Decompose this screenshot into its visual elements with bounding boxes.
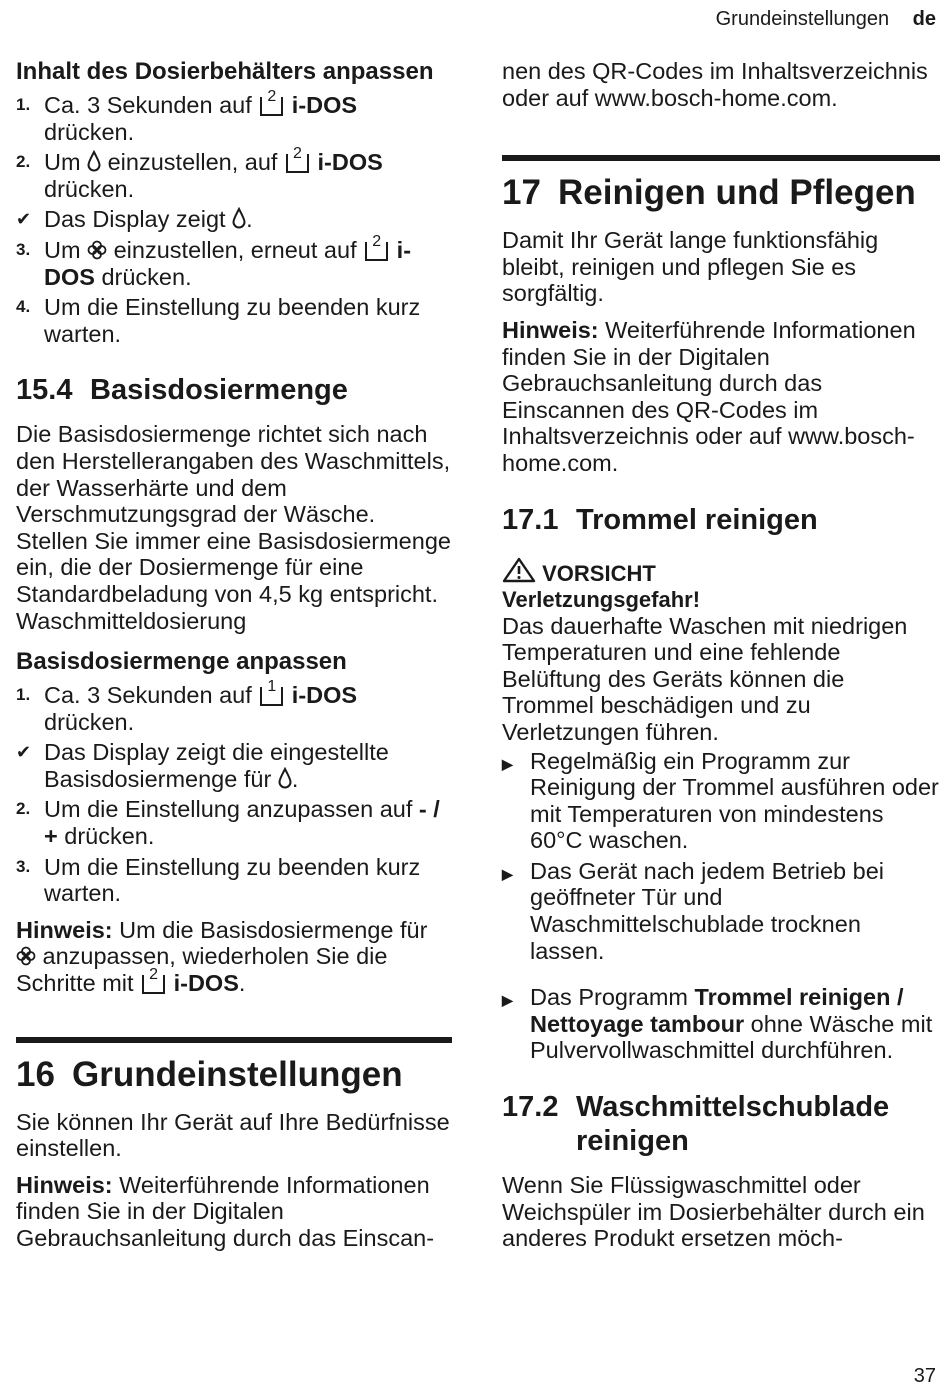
bullet-text: Das Programm — [530, 984, 695, 1011]
key-2-icon — [142, 966, 165, 994]
step-text: einzustellen, erneut auf — [107, 236, 364, 263]
result-display — [16, 206, 452, 233]
heading-title: Trommel reinigen — [576, 503, 818, 536]
key-number: 2 — [293, 145, 302, 163]
step-text: drücken. — [44, 175, 135, 202]
key-2-icon — [286, 145, 309, 173]
hint-paragraph — [16, 917, 452, 997]
drop-icon — [278, 767, 292, 789]
key-label: i-DOS — [291, 92, 358, 118]
hint-label: Hinweis: — [16, 1171, 113, 1198]
paragraph: Sie können Ihr Gerät auf Ihre Bedürfnisse einstellen. — [16, 1108, 450, 1162]
paragraph: Die Basisdosiermenge richtet sich nach den Herstellerangaben des Waschmittels, der Wasserhärte und dem Verschmutzungsgrad der Wäsche. — [16, 421, 451, 528]
key-2-icon — [260, 88, 283, 116]
warning-heading — [502, 557, 940, 587]
paragraph: Stellen Sie immer eine Basisdosiermenge ein, die der Dosiermenge für eine Standardbeladung von 4,5 kg entspricht. Waschmitteldosierung — [16, 527, 451, 634]
triangle-bullet-icon: ▶ — [502, 992, 513, 1009]
paragraph-continuation: nen des QR-Codes im Inhaltsverzeichnis oder auf www.bosch-home.com. — [502, 58, 928, 111]
step-marker: 2. — [16, 799, 31, 819]
key-label: i-DOS — [317, 149, 383, 176]
flower-icon — [16, 946, 36, 966]
paragraph: Wenn Sie Flüssigwaschmittel oder Weichspüler im Dosierbehälter durch ein anderes Produkt ersetzen möch- — [502, 1172, 925, 1252]
subheading-basisdosiermenge-anpassen: Basisdosiermenge anpassen — [16, 648, 347, 676]
bullet-text: Das Gerät nach jedem Betrieb bei geöffneter Tür und Waschmittelschublade trocknen lassen. — [530, 857, 884, 964]
step-marker: 3. — [16, 239, 31, 259]
program-name: Trommel reinigen / Nettoyage tambour — [530, 984, 904, 1037]
key-1-icon — [260, 678, 283, 706]
header-section-title: Grundeinstellungen — [715, 8, 890, 30]
hint-text: anzupassen, wiederholen Sie die Schritte mit — [16, 943, 388, 997]
paragraph: Damit Ihr Gerät lange funktionsfähig bleibt, reinigen und pflegen Sie es sorgfältig. — [502, 227, 879, 307]
drop-icon — [87, 150, 101, 172]
bullet-text: Regelmäßig ein Programm zur Reinigung der Trommel ausführen oder mit Temperaturen von mindestens 60°C waschen. — [530, 747, 939, 854]
heading-17-2 — [502, 1090, 940, 1158]
step-text: Ca. 3 Sekunden auf — [44, 92, 259, 118]
running-header — [716, 8, 936, 31]
key-number: 2 — [149, 966, 159, 984]
step-text: Um die Einstellung anzupassen auf — [44, 796, 419, 823]
key-number: 2 — [372, 232, 382, 250]
right-column — [502, 58, 940, 1252]
step-4 — [16, 294, 452, 347]
hint-label: Hinweis: — [16, 916, 113, 943]
left-column — [16, 58, 452, 1252]
check-icon: ✔ — [16, 209, 32, 230]
hint-text: . — [238, 970, 246, 997]
heading-number: 17 — [502, 173, 541, 213]
step-text: Um — [44, 236, 88, 263]
step-text: Um die Einstellung zu beenden kurz warten. — [44, 294, 421, 347]
step-text: Um — [44, 149, 88, 176]
heading-16 — [16, 1037, 452, 1095]
step-text: Das Display zeigt die eingestellte Basisdosiermenge für — [44, 739, 389, 792]
step-marker: 1. — [16, 95, 31, 114]
check-icon: ✔ — [16, 742, 32, 763]
step-marker: 3. — [16, 856, 31, 876]
step-marker: 1. — [16, 685, 31, 705]
flower-icon — [87, 240, 107, 260]
result-display — [16, 739, 452, 792]
bullet-item — [502, 858, 940, 964]
step-text: drücken. — [44, 118, 135, 145]
triangle-bullet-icon: ▶ — [502, 865, 513, 882]
heading-title: Basisdosiermenge — [90, 374, 348, 407]
step-text: Ca. 3 Sekunden auf — [44, 682, 259, 709]
hint-text: Um die Basisdosiermenge für — [112, 916, 428, 943]
bullet-item — [502, 748, 940, 854]
hint-paragraph — [502, 317, 940, 477]
heading-17 — [502, 155, 940, 213]
warning-text: Das dauerhafte Waschen mit niedrigen Temperaturen und eine fehlende Belüftung des Geräts können die Trommel beschädigen und zu Verletzungen führen. — [502, 612, 908, 745]
hint-text: Weiterführende Informationen finden Sie in der Digitalen Gebrauchsanleitung durch das Einscan- — [16, 1171, 435, 1251]
heading-title: Reinigen und Pflegen — [558, 173, 916, 213]
page-number: 37 — [913, 1365, 936, 1387]
key-label: i-DOS — [291, 682, 358, 709]
key-label: i-DOS — [173, 970, 239, 997]
heading-15-4 — [16, 373, 452, 407]
key-label: - / + — [44, 796, 440, 850]
step-text: . — [246, 206, 253, 233]
header-language: de — [912, 8, 936, 30]
warning-subtitle: Verletzungsgefahr! — [502, 586, 701, 612]
heading-number: 17.1 — [502, 503, 559, 536]
heading-number: 16 — [16, 1054, 55, 1094]
subheading-inhalt-anpassen: Inhalt des Dosierbehälters anpassen — [16, 58, 434, 85]
step-2 — [16, 145, 452, 202]
step-marker: 4. — [16, 297, 31, 317]
bullet-item — [502, 984, 940, 1064]
triangle-bullet-icon: ▶ — [502, 755, 513, 772]
heading-title: Waschmittelschublade reinigen — [576, 1091, 890, 1158]
heading-17-1 — [502, 503, 940, 537]
key-number: 2 — [267, 88, 277, 105]
step-text: einzustellen, auf — [101, 149, 284, 176]
bullet-text: ohne Wäsche mit Pulvervollwaschmittel durchführen. — [530, 1010, 933, 1064]
step-text: drücken. — [94, 263, 192, 290]
hint-text: Weiterführende Informationen finden Sie in der Digitalen Gebrauchsanleitung durch das Einscannen des QR-Codes im Inhaltsverzeichnis oder auf www.bosch-home.com. — [502, 316, 916, 476]
step-text: Das Display zeigt — [44, 206, 233, 233]
step-3 — [16, 232, 452, 290]
step-3 — [16, 854, 452, 907]
hint-label: Hinweis: — [502, 316, 599, 343]
heading-title: Grundeinstellungen — [72, 1054, 403, 1094]
key-label: i-DOS — [44, 236, 412, 290]
step-text: Um die Einstellung zu beenden kurz warten. — [44, 853, 421, 907]
step-text: drücken. — [44, 708, 135, 735]
heading-number: 17.2 — [502, 1091, 559, 1124]
warning-label: VORSICHT — [542, 560, 656, 586]
step-text: . — [291, 765, 299, 792]
heading-number: 15.4 — [16, 374, 73, 407]
drop-icon — [232, 207, 246, 229]
key-number: 1 — [267, 678, 277, 696]
key-2-icon — [365, 232, 388, 261]
step-1 — [16, 88, 452, 145]
step-1 — [16, 678, 452, 735]
warning-triangle-icon — [502, 557, 536, 583]
step-text: drücken. — [57, 823, 155, 850]
hint-paragraph — [16, 1172, 452, 1252]
step-2 — [16, 796, 452, 849]
step-marker: 2. — [16, 152, 31, 172]
